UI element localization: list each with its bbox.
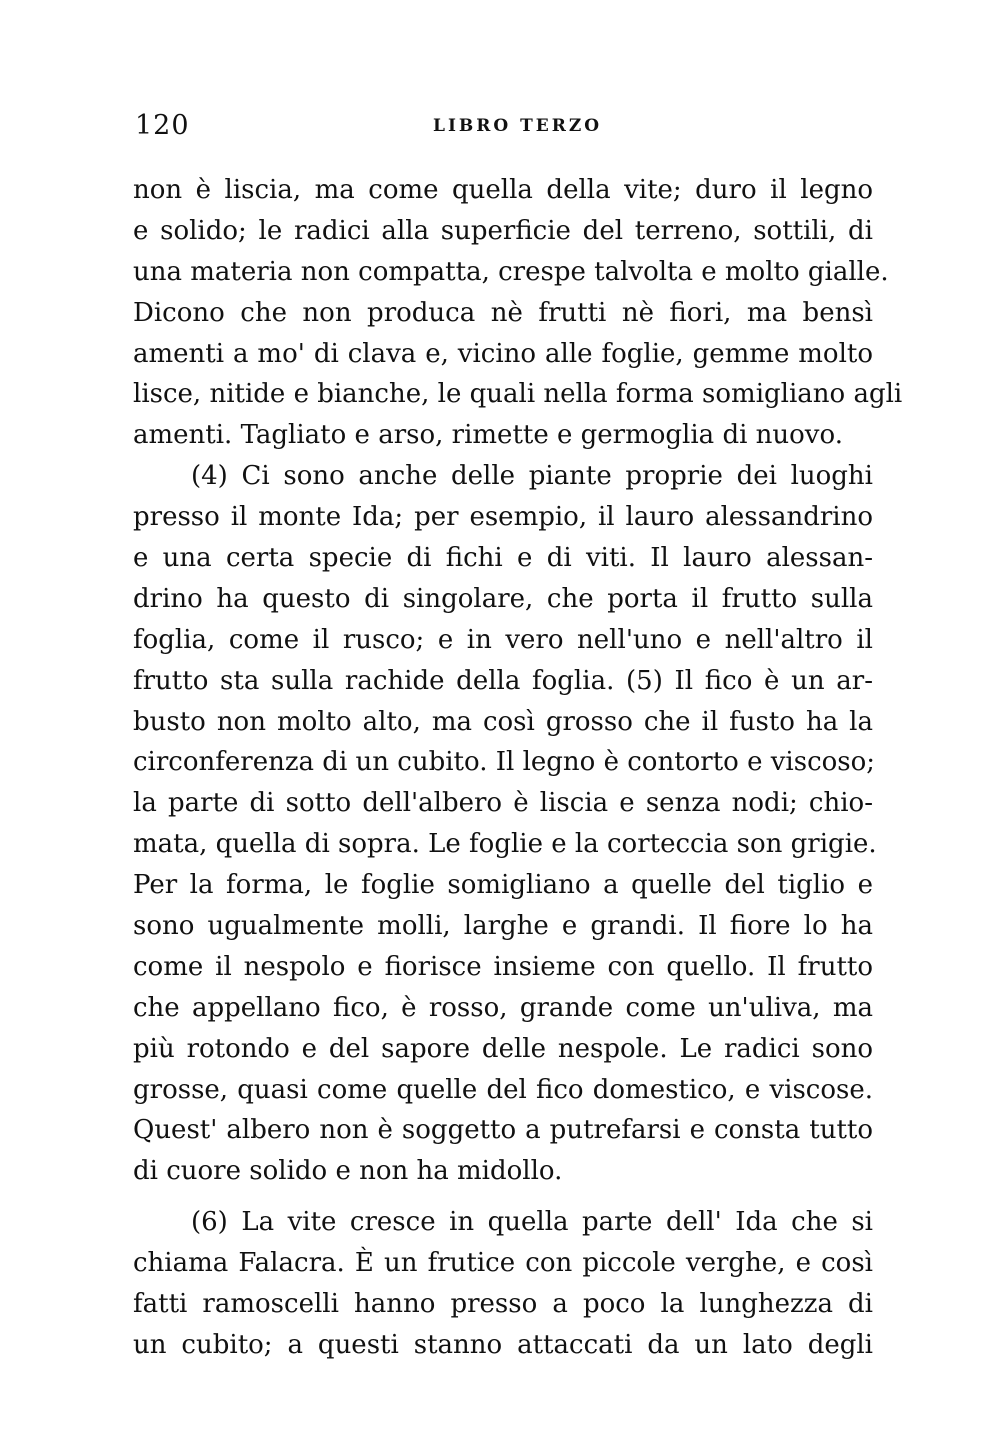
text-line: frutto sta sulla rachide della foglia. (5) Il fico è un ar- <box>133 665 873 696</box>
text-line: presso il monte Ida; per esempio, il lauro alessandrino <box>133 502 873 533</box>
text-line: amenti a mo' di clava e, vicino alle foglie, gemme molto <box>133 338 873 369</box>
text-line: lisce, nitide e bianche, le quali nella forma somigliano agli <box>133 379 903 410</box>
page-number: 120 <box>135 110 190 141</box>
text-line: e una certa specie di fichi e di viti. Il lauro alessan- <box>133 543 873 574</box>
text-line: la parte di sotto dell'albero è liscia e senza nodi; chio- <box>133 788 873 819</box>
text-line: chiama Falacra. È un frutice con piccole verghe, e così <box>133 1248 873 1279</box>
text-line: fatti ramoscelli hanno presso a poco la lunghezza di <box>133 1289 873 1320</box>
text-line: sono ugualmente molli, larghe e grandi. Il fiore lo ha <box>133 911 873 942</box>
text-line: e solido; le radici alla superficie del terreno, sottili, di <box>133 215 873 246</box>
running-head <box>135 110 875 146</box>
text-line: grosse, quasi come quelle del fico domestico, e viscose. <box>133 1074 873 1105</box>
paragraph <box>133 170 903 456</box>
text-line: un cubito; a questi stanno attaccati da un lato degli <box>133 1329 873 1360</box>
text-line: Dicono che non produca nè frutti nè fiori, ma bensì <box>133 297 873 328</box>
text-line: di cuore solido e non ha midollo. <box>133 1156 563 1187</box>
paragraph-gap <box>133 1192 873 1202</box>
text-line: foglia, come il rusco; e in vero nell'uno e nell'altro il <box>133 624 873 655</box>
text-line: (6) La vite cresce in quella parte dell' Ida che si <box>191 1207 873 1238</box>
paragraph <box>133 1202 873 1366</box>
text-line: una materia non compatta, crespe talvolta e molto gialle. <box>133 256 889 287</box>
text-line: circonferenza di un cubito. Il legno è contorto e viscoso; <box>133 747 876 778</box>
text-line: più rotondo e del sapore delle nespole. Le radici sono <box>133 1033 873 1064</box>
text-line: che appellano fico, è rosso, grande come un'uliva, ma <box>133 992 873 1023</box>
text-line: (4) Ci sono anche delle piante proprie dei luoghi <box>191 461 873 492</box>
running-title: LIBRO TERZO <box>433 116 603 136</box>
text-line: drino ha questo di singolare, che porta il frutto sulla <box>133 583 873 614</box>
text-line: mata, quella di sopra. Le foglie e la corteccia son grigie. <box>133 829 877 860</box>
text-line: non è liscia, ma come quella della vite; duro il legno <box>133 175 873 205</box>
text-line: amenti. Tagliato e arso, rimette e germoglia di nuovo. <box>133 420 843 451</box>
text-line: Per la forma, le foglie somigliano a quelle del tiglio e <box>133 870 873 901</box>
text-line: Quest' albero non è soggetto a putrefarsi e consta tutto <box>133 1115 873 1146</box>
text-line: busto non molto alto, ma così grosso che il fusto ha la <box>133 706 873 737</box>
text-line: come il nespolo e fiorisce insieme con quello. Il frutto <box>133 951 873 982</box>
body-text <box>133 170 903 1366</box>
paragraph <box>133 456 877 1192</box>
